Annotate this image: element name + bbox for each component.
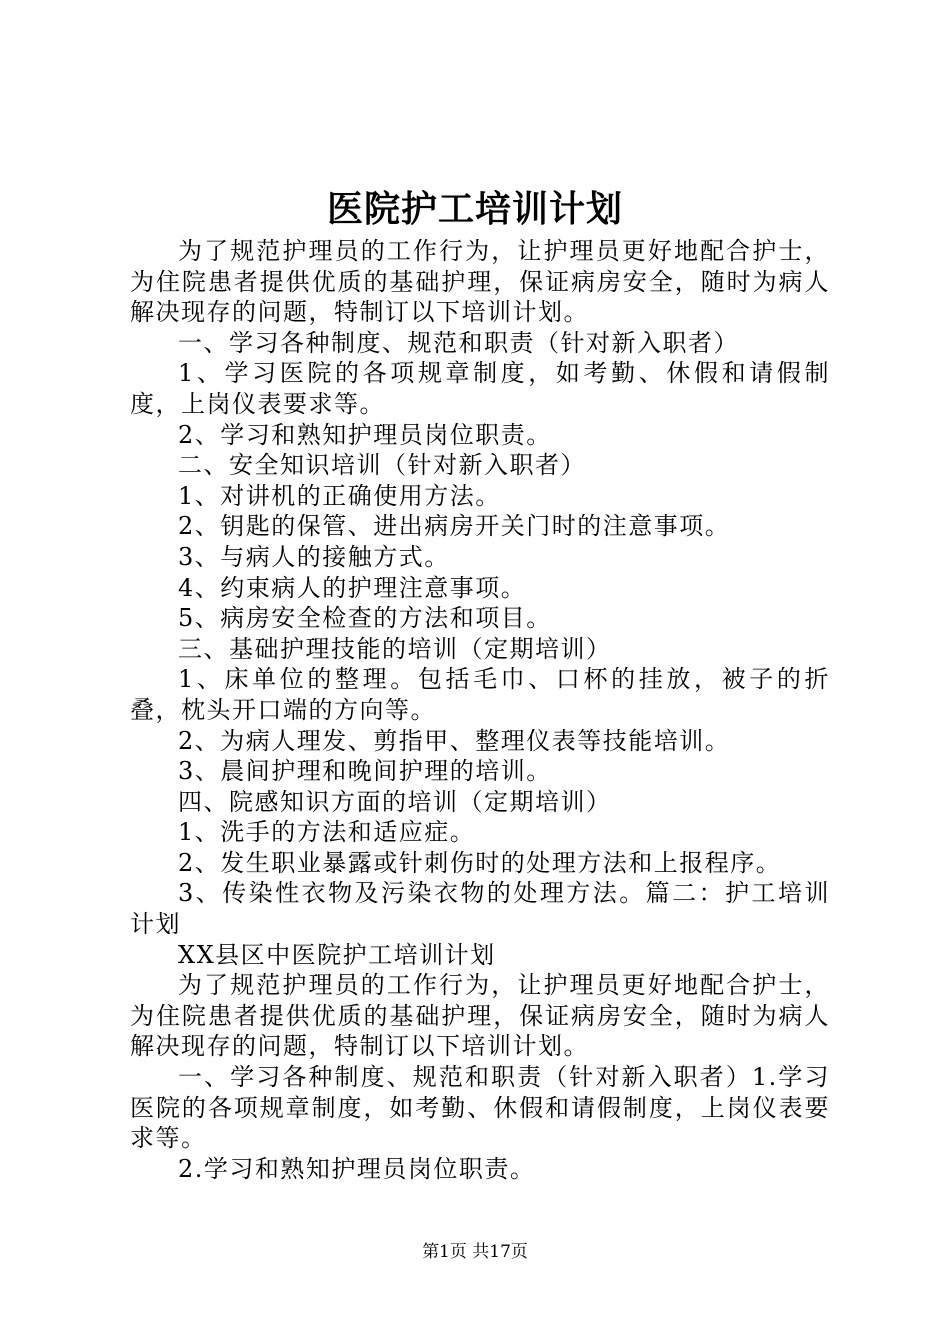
- paragraph: 1、洗手的方法和适应症。: [178, 818, 476, 847]
- paragraph: 为了规范护理员的工作行为，让护理员更好地配合护士，为住院患者提供优质的基础护理，保证病房安全，随时为病人解决现存的问题，特制订以下培训计划。: [130, 237, 830, 327]
- section-heading: 四、院感知识方面的培训（定期培训）: [178, 787, 612, 816]
- section-heading: 三、基础护理技能的培训（定期培训）: [178, 634, 612, 663]
- paragraph: 2.学习和熟知护理员岗位职责。: [178, 1154, 536, 1183]
- paragraph: 3、传染性衣物及污染衣物的处理方法。篇二：护工培训计划: [130, 879, 830, 939]
- document-body: [130, 236, 830, 1184]
- paragraph: 1、学习医院的各项规章制度，如考勤、休假和请假制度，上岗仪表要求等。: [130, 359, 830, 418]
- paragraph: 5、病房安全检查的方法和项目。: [178, 604, 552, 633]
- paragraph: 1、对讲机的正确使用方法。: [178, 481, 501, 510]
- paragraph: 为了规范护理员的工作行为，让护理员更好地配合护士，为住院患者提供优质的基础护理，保证病房安全，随时为病人解决现存的问题，特制订以下培训计划。: [130, 971, 830, 1061]
- page-footer: 第1页 共17页: [422, 1242, 528, 1262]
- paragraph: 3、晨间护理和晚间护理的培训。: [178, 757, 552, 786]
- paragraph: 4、约束病人的护理注意事项。: [178, 573, 527, 602]
- paragraph: 1、床单位的整理。包括毛巾、口杯的挂放，被子的折叠，枕头开口端的方向等。: [130, 665, 830, 724]
- paragraph: 2、学习和熟知护理员岗位职责。: [178, 420, 552, 449]
- paragraph: 一、学习各种制度、规范和职责（针对新入职者）1.学习医院的各项规章制度，如考勤、休假和请假制度，上岗仪表要求等。: [130, 1063, 830, 1153]
- section-heading: 二、安全知识培训（针对新入职者）: [178, 451, 586, 480]
- paragraph: 2、发生职业暴露或针刺伤时的处理方法和上报程序。: [178, 848, 782, 877]
- paragraph: 2、钥匙的保管、进出病房开关门时的注意事项。: [178, 512, 731, 541]
- subtitle: XX县区中医院护工培训计划: [178, 940, 496, 969]
- document-title: 医院护工培训计划: [326, 188, 623, 230]
- paragraph: 3、与病人的接触方式。: [178, 542, 450, 571]
- paragraph: 2、为病人理发、剪指甲、整理仪表等技能培训。: [178, 726, 731, 755]
- section-heading: 一、学习各种制度、规范和职责（针对新入职者）: [178, 328, 739, 357]
